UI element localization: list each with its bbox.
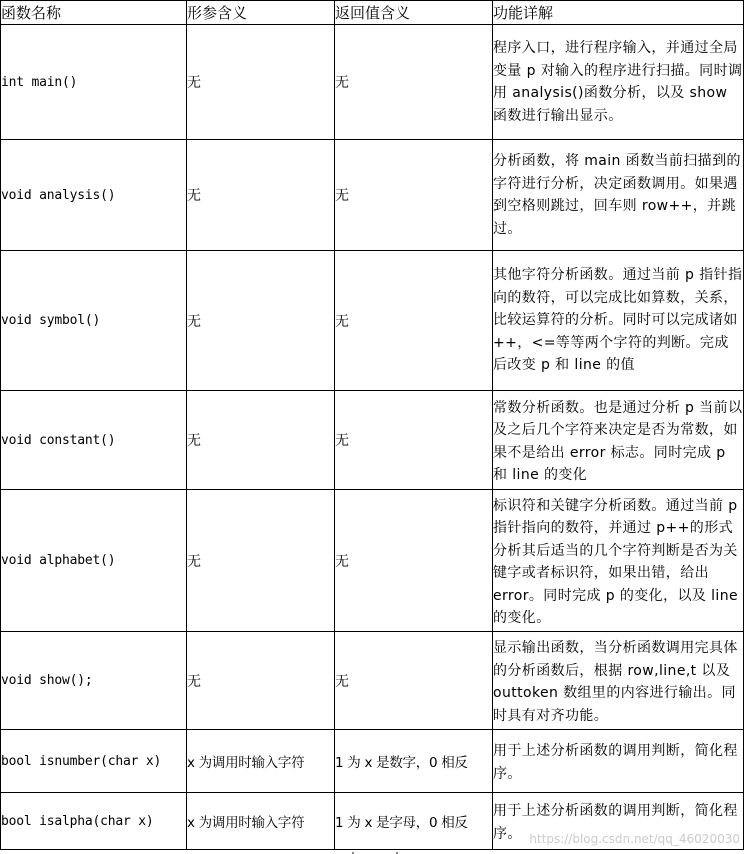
- table-row: [1, 490, 744, 632]
- cell-param: 无: [187, 25, 335, 140]
- table-row: [1, 391, 744, 490]
- header-param-meaning: 形参含义: [187, 1, 335, 25]
- table-row: [1, 140, 744, 251]
- header-return-meaning: 返回值含义: [335, 1, 493, 25]
- cell-function-name: bool isalpha(char x): [1, 793, 187, 850]
- cell-param: 无: [187, 632, 335, 730]
- cell-description: 用于上述分析函数的调用判断，简化程序。: [493, 730, 744, 793]
- table-row: [1, 25, 744, 140]
- cell-description: 分析函数，将 main 函数当前扫描到的字符进行分析，决定函数调用。如果遇到空格则跳过，回车则 row++，并跳过。: [493, 140, 744, 251]
- cell-param: 无: [187, 490, 335, 632]
- cell-description: 标识符和关键字分析函数。通过当前 p 指针指向的数符，并通过 p++的形式分析其后适当的几个字符判断是否为关键字或者标识符，如果出错，给出 error。同时完成 p 的变化，以及 line 的变化。: [493, 490, 744, 632]
- cell-param: x 为调用时输入字符: [187, 793, 335, 850]
- header-function-detail: 功能详解: [493, 1, 744, 25]
- watermark: https://blog.csdn.net/qq_46020030: [529, 832, 740, 846]
- cell-description: 程序入口，进行程序输入，并通过全局变量 p 对输入的程序进行扫描。同时调用 analysis()函数分析，以及 show 函数进行输出显示。: [493, 25, 744, 140]
- header-function-name: 函数名称: [1, 1, 187, 25]
- cell-return: 无: [335, 251, 493, 391]
- cell-function-name: void constant(): [1, 391, 187, 490]
- cell-return: 1 为 x 是字母，0 相反: [335, 793, 493, 850]
- cell-return: 无: [335, 140, 493, 251]
- cell-return: 1 为 x 是数字，0 相反: [335, 730, 493, 793]
- cell-description: 常数分析函数。也是通过分析 p 当前以及之后几个字符来决定是否为常数，如果不是给出 error 标志。同时完成 p 和 line 的变化: [493, 391, 744, 490]
- cell-return: 无: [335, 632, 493, 730]
- cell-description: 显示输出函数，当分析函数调用完具体的分析函数后，根据 row,line,t 以及 outtoken 数组里的内容进行输出。同时具有对齐功能。: [493, 632, 744, 730]
- cell-param: 无: [187, 140, 335, 251]
- table-row: [1, 730, 744, 793]
- cell-description: 用于上述分析函数的调用判断，简化程序。: [493, 793, 744, 850]
- cell-description: 其他字符分析函数。通过当前 p 指针指向的数符，可以完成比如算数，关系，比较运算符的分析。同时可以完成诸如++，<=等等两个字符的判断。完成后改变 p 和 line 的值: [493, 251, 744, 391]
- cell-function-name: void alphabet(): [1, 490, 187, 632]
- cell-return: 无: [335, 391, 493, 490]
- cell-return: 无: [335, 25, 493, 140]
- cell-param: x 为调用时输入字符: [187, 730, 335, 793]
- cell-param: 无: [187, 391, 335, 490]
- cell-param: 无: [187, 251, 335, 391]
- cell-function-name: bool isnumber(char x): [1, 730, 187, 793]
- header-row: [1, 1, 744, 25]
- cell-function-name: void analysis(): [1, 140, 187, 251]
- cell-function-name: void show();: [1, 632, 187, 730]
- cell-function-name: void symbol(): [1, 251, 187, 391]
- table-row: [1, 632, 744, 730]
- table-row: [1, 251, 744, 391]
- cell-return: 无: [335, 490, 493, 632]
- cell-function-name: int main(): [1, 25, 187, 140]
